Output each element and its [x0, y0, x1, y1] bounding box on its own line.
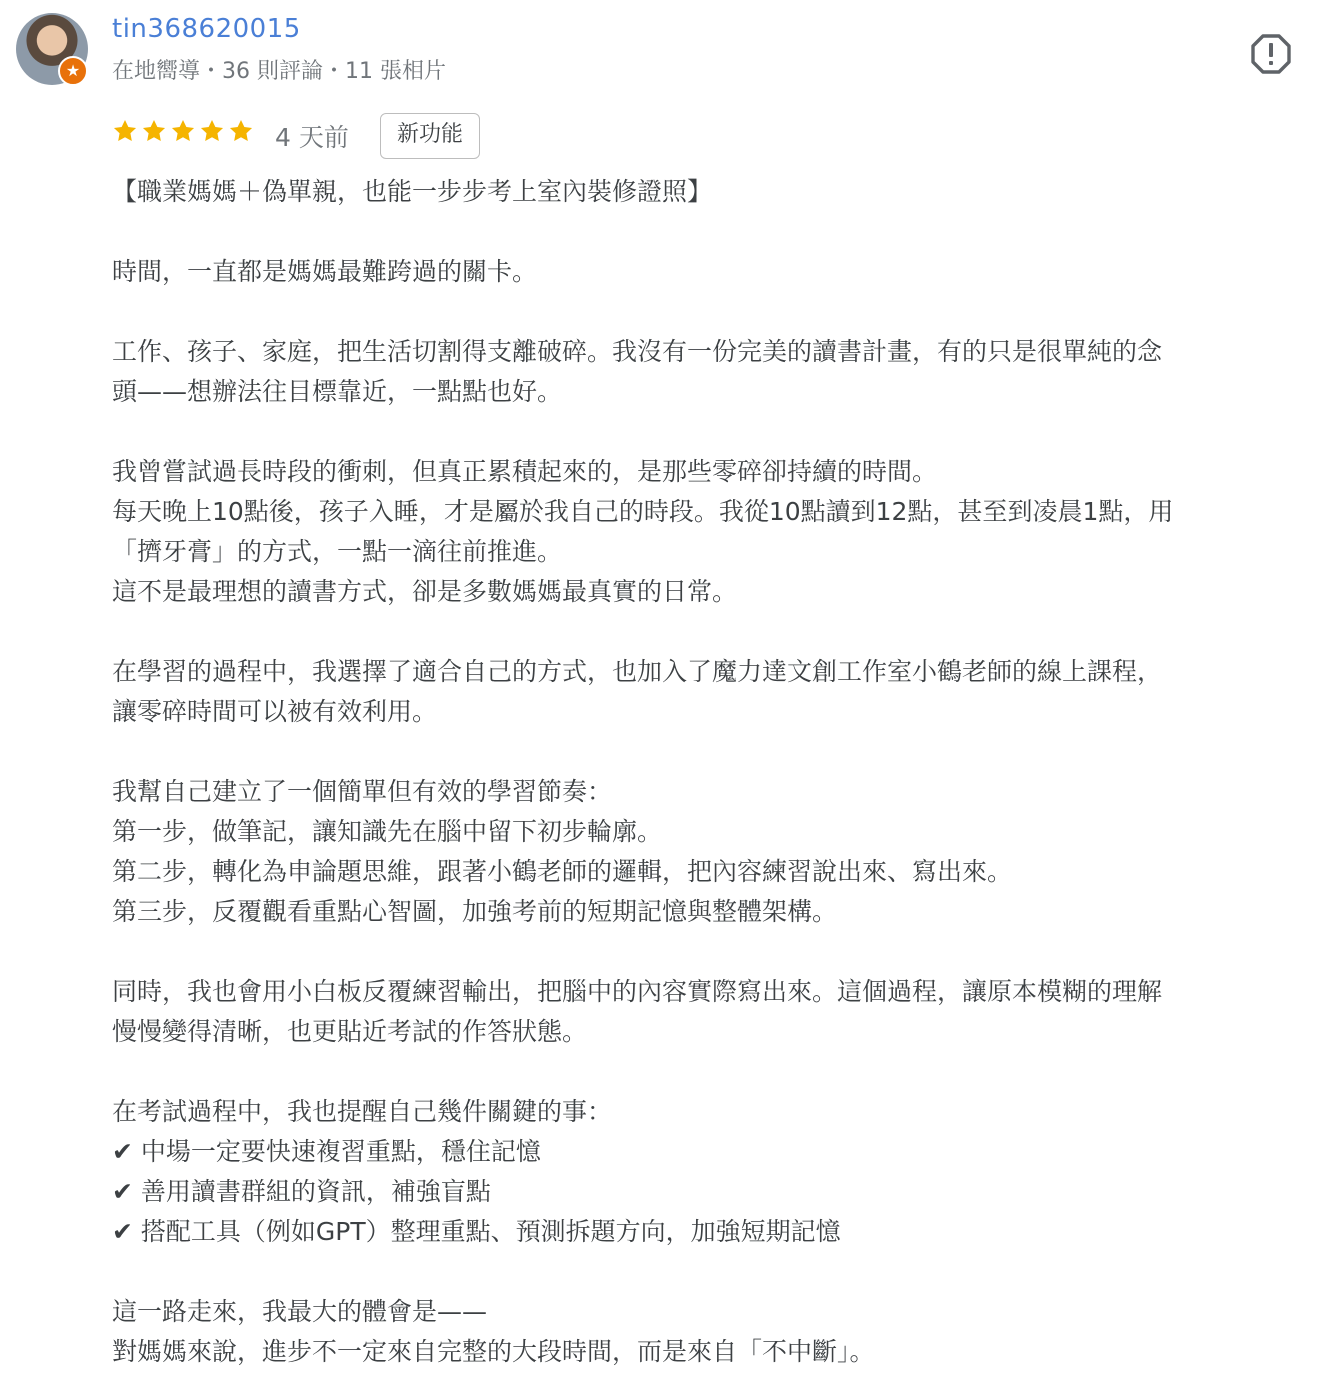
review-blank-line: [112, 1252, 1317, 1292]
review-line: ✔ 善用讀書群組的資訊，補強盲點: [112, 1177, 491, 1206]
review-blank-line: [112, 612, 1317, 652]
review-line: 每天晚上10點後，孩子入睡，才是屬於我自己的時段。我從10點讀到12點，甚至到凌晨1點，用: [112, 497, 1174, 526]
review-line: 【職業媽媽＋偽單親，也能一步步考上室內裝修證照】: [112, 177, 713, 206]
report-icon: [1250, 33, 1292, 75]
star-icon: [228, 118, 254, 144]
star-icon: [199, 118, 225, 144]
review-line: 第一步，做筆記，讓知識先在腦中留下初步輪廓。: [112, 817, 663, 846]
review-line: 我曾嘗試過長時段的衝刺，但真正累積起來的，是那些零碎卻持續的時間。: [112, 457, 938, 486]
review-line: ✔ 搭配工具（例如GPT）整理重點、預測拆題方向，加強短期記憶: [112, 1217, 841, 1246]
review-line: 我幫自己建立了一個簡單但有效的學習節奏：: [112, 777, 613, 806]
local-guide-star-icon: ★: [58, 56, 88, 86]
review-line: 第二步，轉化為申論題思維，跟著小鶴老師的邏輯，把內容練習說出來、寫出來。: [112, 857, 1013, 886]
star-icon: [141, 118, 167, 144]
review-line: 慢慢變得清晰，也更貼近考試的作答狀態。: [112, 1017, 588, 1046]
review-line: 讓零碎時間可以被有效利用。: [112, 697, 438, 726]
review-line: 第三步，反覆觀看重點心智圖，加強考前的短期記憶與整體架構。: [112, 897, 838, 926]
review-line: 時間，一直都是媽媽最難跨過的關卡。: [112, 257, 538, 286]
review-time-ago: 4 天前: [275, 123, 349, 152]
star-rating: [112, 118, 254, 144]
review-line: 對媽媽來說，進步不一定來自完整的大段時間，而是來自「不中斷」。: [112, 1337, 875, 1366]
review-line: 在考試過程中，我也提醒自己幾件關鍵的事：: [112, 1097, 613, 1126]
review-line: 同時，我也會用小白板反覆練習輸出，把腦中的內容實際寫出來。這個過程，讓原本模糊的理解: [112, 977, 1163, 1006]
review-blank-line: [112, 412, 1317, 452]
reviewer-meta: 在地嚮導・36 則評論・11 張相片: [112, 59, 446, 84]
review-line: 這一路走來，我最大的體會是——: [112, 1297, 488, 1326]
review-text: [112, 172, 1317, 1372]
star-icon: [170, 118, 196, 144]
report-button[interactable]: [1250, 33, 1292, 75]
review-line: 在學習的過程中，我選擇了適合自己的方式，也加入了魔力達文創工作室小鶴老師的線上課程，: [112, 657, 1163, 686]
review-blank-line: [112, 1052, 1317, 1092]
reviewer-name-link[interactable]: tin368620015: [112, 14, 301, 44]
review-line: 頭——想辦法往目標靠近，一點點也好。: [112, 377, 563, 406]
review-line: ✔ 中場一定要快速複習重點，穩住記憶: [112, 1137, 541, 1166]
review-blank-line: [112, 732, 1317, 772]
new-feature-badge[interactable]: 新功能: [380, 113, 480, 159]
star-icon: [112, 118, 138, 144]
review-line: 工作、孩子、家庭，把生活切割得支離破碎。我沒有一份完美的讀書計畫，有的只是很單純的念: [112, 337, 1163, 366]
review-blank-line: [112, 292, 1317, 332]
review-blank-line: [112, 212, 1317, 252]
review-blank-line: [112, 932, 1317, 972]
review-line: 「擠牙膏」的方式，一點一滴往前推進。: [112, 537, 563, 566]
review-line: 這不是最理想的讀書方式，卻是多數媽媽最真實的日常。: [112, 577, 738, 606]
